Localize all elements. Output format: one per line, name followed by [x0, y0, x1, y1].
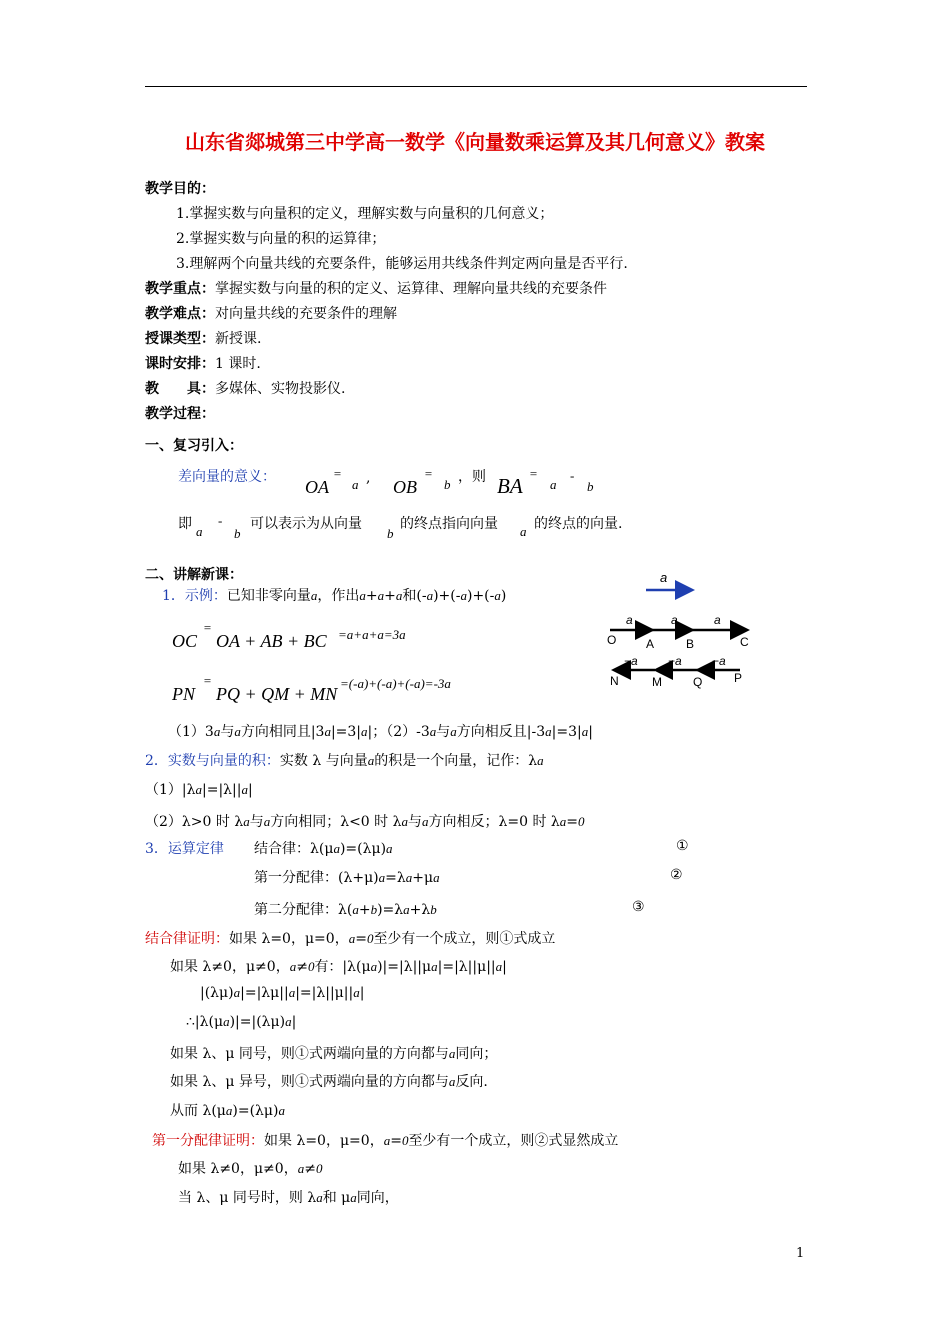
process-label: 教学过程： [145, 406, 215, 422]
proof-2 [170, 956, 507, 976]
p2-b: ≠ [296, 959, 308, 975]
vec-a-9: a [426, 588, 434, 603]
neg-label-3: −a [712, 654, 726, 668]
vec-a-30: a [195, 782, 202, 797]
zero-vec-5: 0 [315, 1161, 323, 1176]
minus-2: - [218, 513, 223, 528]
vec-a-14: a [377, 627, 384, 642]
plus-1: + [365, 588, 378, 604]
p2-a: 如果 λ≠0，μ≠0， [170, 959, 290, 975]
p3-c: |=|λ||μ|| [295, 985, 354, 1001]
proof-3 [200, 985, 364, 1001]
vec-a-40: a [405, 870, 413, 885]
line2-end: 的终点的向量. [534, 516, 623, 532]
vec-a-34: a [401, 814, 408, 829]
page-title: 山东省郯城第三中学高一数学《向量数乘运算及其几何意义》教案 [185, 130, 765, 154]
vec-a-21: a [234, 724, 241, 739]
vec-a-52: a [223, 1014, 230, 1029]
note-line [168, 721, 593, 741]
law2-a: (λ+μ) [338, 870, 379, 886]
law-2 [254, 867, 440, 887]
difficulty-text: 对向量共线的充要条件的理解 [215, 306, 397, 322]
eq-sign-3: = [529, 466, 538, 481]
zero-vec-3: 0 [307, 959, 315, 974]
vec-a-13: a [362, 627, 369, 642]
proof-10 [178, 1187, 399, 1207]
vec-a-57: a [278, 1103, 285, 1118]
p3-d: | [359, 985, 365, 1001]
p1-text3: 至少有一个成立，则①式成立 [373, 931, 556, 947]
example-label: 1．示例： [162, 588, 227, 604]
vec-a-60: a [316, 1190, 323, 1205]
law2-c: +μ [412, 870, 434, 886]
vec-a-23: a [361, 724, 368, 739]
p2-e: |=|λ||μ|| [437, 959, 496, 975]
point-o: O [607, 633, 617, 647]
line2-mid2: 的终点指向向量 [400, 516, 498, 532]
p3-a: |(λμ) [200, 985, 234, 1001]
paren-plus-4: )+(- [392, 676, 414, 691]
vec-a-32: a [243, 814, 250, 829]
eq-sign-4: = [203, 620, 212, 635]
neg-label-2: −a [668, 654, 682, 668]
def-1 [145, 779, 253, 799]
vec-a-1: a [352, 477, 359, 492]
vec-a-6: a [359, 588, 366, 603]
unit-vector-a [646, 570, 690, 590]
vec-a-18: a [413, 676, 421, 691]
lesson-type [145, 328, 261, 348]
law3-d: +λ [409, 902, 431, 918]
difficulty [145, 303, 397, 323]
def-label: 2．实数与向量的积： [145, 753, 280, 769]
vec-a-25: a [450, 724, 457, 739]
law-3 [254, 899, 437, 919]
vec-a-39: a [378, 870, 386, 885]
vec-a-24: a [429, 724, 437, 739]
paren-close: ) [500, 588, 507, 604]
ba-vector: BA [497, 474, 523, 498]
vec-a-37: a [333, 841, 340, 856]
p7-b: )=(λμ) [232, 1103, 279, 1119]
dist-proof-label: 第一分配律证明： [152, 1133, 264, 1149]
tools-label: 教 具： [145, 381, 215, 397]
three-label: =3 [383, 627, 400, 642]
proof-5 [170, 1043, 497, 1063]
vec-a-44: a [348, 931, 356, 946]
vec-a-38: a [386, 841, 393, 856]
p1-text: 如果 λ=0，μ=0， [229, 931, 349, 947]
zero-vec-4: 0 [401, 1133, 409, 1148]
point-n: N [610, 674, 619, 688]
proof-8 [152, 1130, 618, 1150]
eq-sign-6: = [203, 673, 212, 688]
oc-vector: OC [172, 631, 198, 651]
review-heading: 一、复习引入： [145, 438, 243, 454]
vec-a-46: a [370, 959, 378, 974]
paren-plus-2: )+(- [466, 588, 495, 604]
vec-a-16: a [357, 676, 364, 691]
ob-vector: OB [393, 477, 417, 497]
vec-b-1: b [444, 477, 451, 492]
vec-a-20: a [213, 724, 221, 739]
line2-mid: 可以表示为从向量 [250, 516, 362, 532]
plus-4: + [368, 627, 378, 642]
then-text: ，则 [458, 469, 486, 485]
p3-b: |=|λμ|| [240, 985, 289, 1001]
law3-label: 第二分配律： [254, 902, 338, 918]
vec-a-61: a [350, 1190, 357, 1205]
eq-sign-1: = [333, 466, 342, 481]
vec-a-26: a [545, 724, 552, 739]
neg-label-1: −a [624, 654, 638, 668]
point-c: C [740, 635, 749, 649]
point-m: M [652, 675, 662, 689]
unit-vector-label: a [660, 570, 668, 585]
vec-b-5: b [370, 902, 378, 917]
vec-a-12: a [346, 627, 354, 642]
def2-c: 方向相同；λ<0 时 λ [270, 814, 402, 830]
vec-a-56: a [225, 1103, 233, 1118]
key-text: 掌握实数与向量的积的定义、运算律、理解向量共线的充要条件 [215, 281, 607, 297]
example-text: 已知非零向量 [226, 588, 311, 604]
difficulty-label: 教学难点： [145, 306, 215, 322]
newlesson-heading: 二、讲解新课： [145, 567, 243, 583]
law2-label: 第一分配律： [254, 870, 338, 886]
vec-a-42: a [352, 902, 359, 917]
diff-label: 差向量的意义： [178, 469, 276, 485]
note-1e: |；（2）-3 [367, 724, 430, 740]
plus-2: + [384, 588, 396, 604]
vec-a-36: a [559, 814, 567, 829]
header-rule [145, 86, 807, 87]
neg-three: )=-3 [420, 676, 445, 691]
vec-a-22: a [324, 724, 331, 739]
p5-b: 同向； [455, 1046, 498, 1062]
lesson-tools [145, 378, 345, 398]
paren-plus-1: )+(- [433, 588, 461, 604]
def-2 [145, 811, 585, 831]
note-1g: 方向相反且|-3 [456, 724, 546, 740]
lesson-hours [145, 353, 261, 373]
q3-c: 同向， [356, 1190, 399, 1206]
positive-vectors [607, 613, 749, 651]
point-b: B [686, 637, 695, 651]
vec-a-11: a [494, 588, 501, 603]
vec-a-2: a [550, 477, 557, 492]
vec-a-29: a [537, 753, 544, 768]
q3-b: 和 μ [322, 1190, 351, 1206]
vec-a-48: a [495, 959, 503, 974]
vec-label-ab: a [671, 613, 678, 627]
proof-7 [170, 1100, 285, 1120]
vec-a-54: a [448, 1046, 456, 1061]
vec-b-3: b [234, 526, 241, 541]
oa-vector: OA [305, 477, 329, 497]
note-1c: 方向相同且|3 [240, 724, 325, 740]
vec-a-53: a [285, 1014, 292, 1029]
mark-3: ③ [632, 899, 645, 915]
def1-b: |=|λ|| [202, 782, 242, 798]
q3-a: 当 λ、μ 同号时，则 λ [178, 1190, 317, 1206]
vec-label-bc: a [714, 613, 721, 627]
minus-1: - [570, 468, 575, 483]
p2-c: 有：|λ(μ [314, 959, 371, 975]
p1-eq: = [355, 931, 367, 947]
negative-vectors [610, 654, 742, 689]
q1-text3: 至少有一个成立，则②式显然成立 [408, 1133, 619, 1149]
vec-a-7: a [377, 588, 385, 603]
page-number: 1 [796, 1246, 805, 1261]
vec-a-19: a [444, 676, 451, 691]
note-1d: |=3| [330, 724, 362, 740]
p7-a: 从而 λ(μ [170, 1103, 226, 1119]
law-1 [254, 838, 393, 858]
vec-a-59: a [297, 1161, 305, 1176]
oc-rhs: OA + AB + BC [216, 631, 327, 651]
p5-a: 如果 λ、μ 同号，则①式两端向量的方向都与 [170, 1046, 449, 1062]
def2-a: （2）λ>0 时 λ [145, 814, 244, 830]
vec-a-15: a [399, 627, 406, 642]
plus-3: + [353, 627, 363, 642]
note-1i: | [588, 724, 593, 740]
law1-b: )=(λμ) [339, 841, 387, 857]
vec-b-4: b [387, 526, 394, 541]
goals-label: 教学目的： [145, 181, 215, 197]
key-points [145, 278, 607, 298]
proof-4 [186, 1014, 296, 1030]
def1-c: | [247, 782, 253, 798]
vec-b-6: b [430, 902, 437, 917]
vec-a-17: a [385, 676, 393, 691]
oc-sum [338, 627, 406, 643]
def-text: 实数 λ 与向量 [279, 753, 368, 769]
law1-a: λ(μ [310, 841, 334, 857]
vec-a-27: a [581, 724, 589, 739]
vec-a-8: a [395, 588, 403, 603]
vec-a-33: a [263, 814, 271, 829]
point-a: A [646, 637, 655, 651]
example-line [162, 585, 506, 605]
vec-label-oa: a [626, 613, 633, 627]
p2-f: | [502, 959, 507, 975]
mark-2: ② [670, 867, 683, 883]
def2-b: 与 [249, 814, 264, 830]
vec-a-55: a [448, 1074, 456, 1089]
def2-f: = [566, 814, 579, 830]
vec-a-28: a [367, 753, 375, 768]
goal-item-2: 2.掌握实数与向量的积的运算律； [176, 231, 386, 247]
point-q: Q [693, 675, 703, 689]
vec-a-43: a [403, 902, 410, 917]
p6-b: 反向. [455, 1074, 488, 1090]
law1-label: 结合律： [254, 841, 310, 857]
example-text2: ，作出 [317, 588, 360, 604]
eq-sign-5: = [338, 627, 347, 642]
vec-a-5: a [310, 588, 318, 603]
vec-b-2: b [587, 479, 594, 494]
pn-vector: PN [172, 684, 196, 704]
type-text: 新授课. [215, 331, 262, 347]
vec-a-51: a [353, 985, 360, 1000]
hours-text: 1 课时. [215, 356, 261, 372]
key-label: 教学重点： [145, 281, 215, 297]
q2-b: ≠ [304, 1161, 316, 1177]
vec-a-35: a [422, 814, 429, 829]
point-p: P [734, 671, 743, 685]
law-label: 3．运算定律 [145, 841, 224, 857]
p4-c: | [291, 1014, 297, 1030]
proof-9 [178, 1158, 322, 1178]
and-neg-open: 和(- [402, 588, 427, 604]
comma-1: , [366, 470, 371, 486]
vec-a-47: a [431, 959, 438, 974]
pn-rhs: PQ + QM + MN [216, 684, 338, 704]
zero-vec-2: 0 [366, 931, 374, 946]
proof-6 [170, 1071, 488, 1091]
eq-sign-2: = [424, 466, 433, 481]
vec-a-10: a [460, 588, 467, 603]
vec-a-3: a [196, 524, 203, 539]
goal-item-1: 1.掌握实数与向量积的定义，理解实数与向量积的几何意义； [176, 206, 554, 222]
hours-label: 课时安排： [145, 356, 215, 372]
note-1b: 与 [220, 724, 235, 740]
q1-text: 如果 λ=0，μ=0， [264, 1133, 384, 1149]
type-label: 授课类型： [145, 331, 215, 347]
pn-sum [340, 676, 451, 692]
def-text2: 的积是一个向量，记作：λ [374, 753, 538, 769]
assoc-proof-label: 结合律证明： [145, 931, 229, 947]
def2-d: 与 [408, 814, 422, 830]
q1-eq: = [390, 1133, 402, 1149]
zero-vec-1: 0 [578, 814, 585, 829]
ji-text: 即 [178, 516, 192, 532]
paren-plus-3: )+(- [363, 676, 386, 691]
vec-a-31: a [241, 782, 248, 797]
vec-a-4: a [520, 524, 527, 539]
vec-a-45: a [289, 959, 297, 974]
p4-b: )|=|(λμ) [229, 1014, 286, 1030]
p4-a: ∴|λ(μ [186, 1014, 224, 1030]
p6-a: 如果 λ、μ 异号，则①式两端向量的方向都与 [170, 1074, 449, 1090]
note-1h: |=3| [551, 724, 582, 740]
vec-a-41: a [433, 870, 440, 885]
vec-a-50: a [288, 985, 296, 1000]
q2-a: 如果 λ≠0，μ≠0， [178, 1161, 298, 1177]
tools-text: 多媒体、实物投影仪. [215, 381, 346, 397]
law3-a: λ( [338, 902, 353, 918]
law2-b: =λ [385, 870, 406, 886]
proof-1 [145, 928, 555, 948]
note-1f: 与 [436, 724, 451, 740]
def2-e: 方向相反；λ=0 时 λ [428, 814, 560, 830]
vec-a-58: a [383, 1133, 391, 1148]
law3-b: + [358, 902, 371, 918]
p2-d: )|=|λ||μ [377, 959, 432, 975]
vec-a-49: a [233, 985, 241, 1000]
note-1: （1）3 [168, 724, 214, 740]
mark-1: ① [676, 838, 689, 854]
def-line [145, 750, 544, 770]
goal-item-3: 3.理解两个向量共线的充要条件，能够运用共线条件判定两向量是否平行. [176, 256, 628, 272]
neg-open-1: =(- [340, 676, 358, 691]
def1-a: （1）|λ [145, 782, 196, 798]
vector-diagram [600, 568, 760, 690]
law3-c: )=λ [377, 902, 404, 918]
